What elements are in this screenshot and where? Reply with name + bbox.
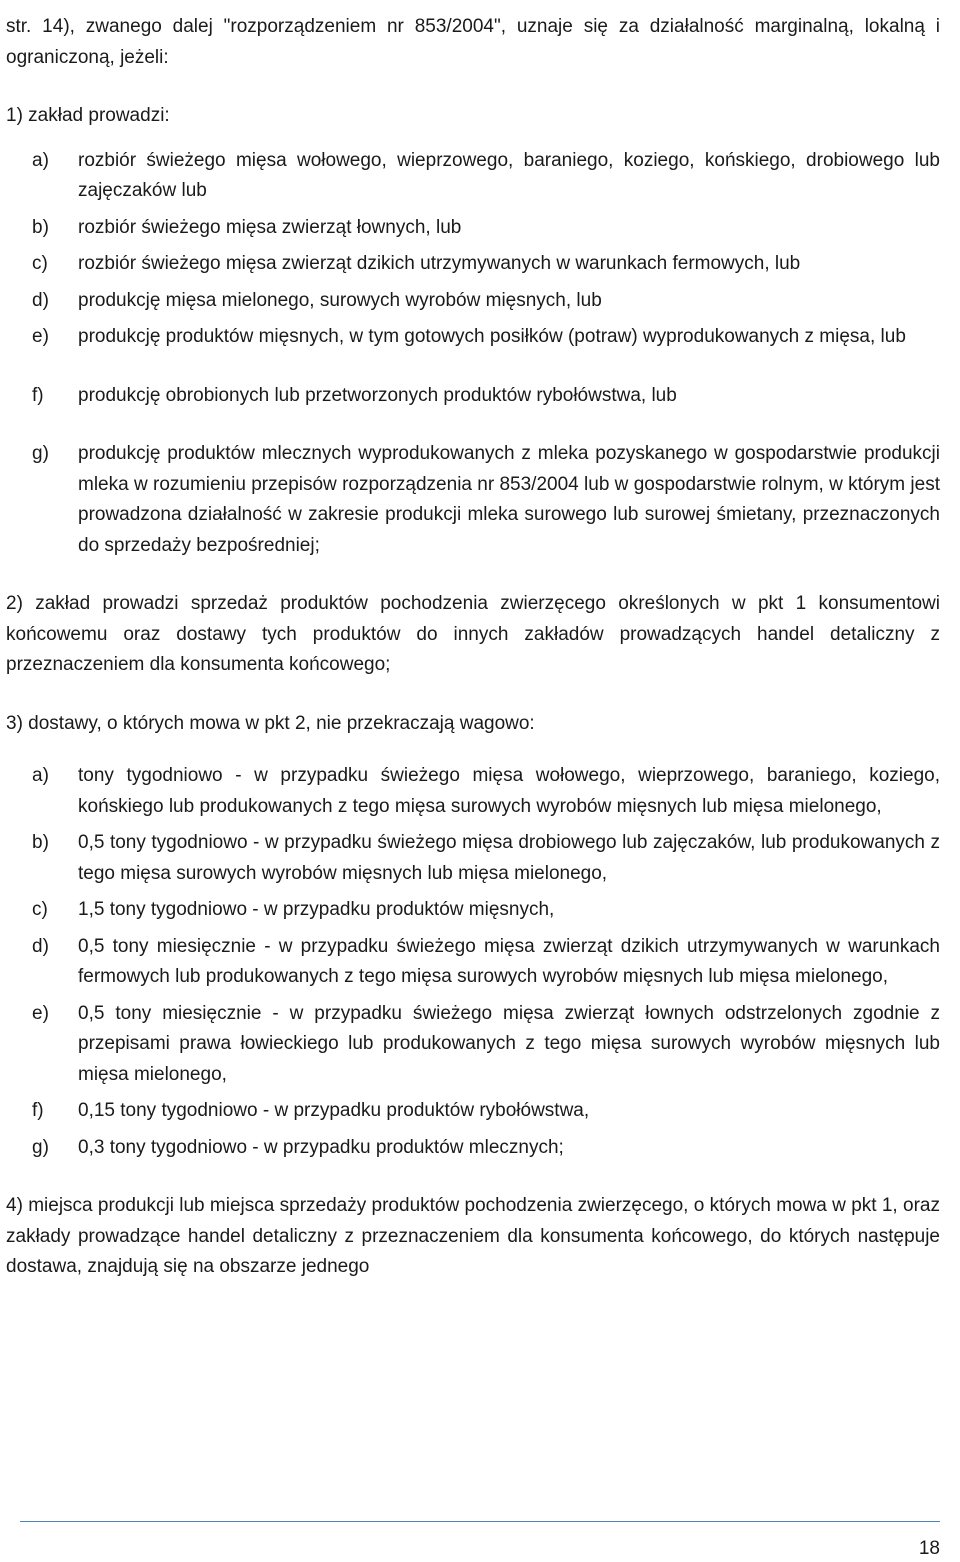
item-label: g) xyxy=(32,443,49,464)
list-item xyxy=(6,932,940,993)
page-number: 18 xyxy=(918,1538,940,1559)
item-text: 0,15 tony tygodniowo - w przypadku produktów rybołówstwa, xyxy=(78,1100,590,1121)
list-item xyxy=(6,439,940,561)
list-item xyxy=(6,381,940,412)
document-body xyxy=(6,12,940,1283)
item-text: 0,5 tony tygodniowo - w przypadku świeżego mięsa drobiowego lub zajęczaków, lub produkowanych z tego mięsa surowych wyrobów mięsnych lub mięsa mielonego, xyxy=(78,832,940,884)
item-label: d) xyxy=(32,935,49,957)
list-item xyxy=(6,249,940,280)
item-text: 0,3 tony tygodniowo - w przypadku produktów mlecznych; xyxy=(78,1136,564,1158)
item-label: f) xyxy=(32,1100,44,1121)
intro-paragraph: str. 14), zwanego dalej "rozporządzeniem nr 853/2004", uznaje się za działalność marginalną, lokalną i ograniczoną, jeżeli: xyxy=(6,16,940,68)
item-text: rozbiór świeżego mięsa zwierząt dzikich utrzymywanych w warunkach fermowych, lub xyxy=(78,253,801,274)
list-item xyxy=(6,1096,940,1127)
item-label: c) xyxy=(32,899,48,920)
list-item xyxy=(6,999,940,1091)
point-4-paragraph: 4) miejsca produkcji lub miejsca sprzedaży produktów pochodzenia zwierzęcego, o których mowa w pkt 1, oraz zakłady prowadzące handel detaliczny z przeznaczeniem dla konsumenta końcowego, do których następuje dostawa, znajdują się na obszarze jednego xyxy=(6,1195,940,1277)
item-label: e) xyxy=(32,1002,49,1024)
item-text: produkcję obrobionych lub przetworzonych produktów rybołówstwa, lub xyxy=(78,384,677,406)
item-label: b) xyxy=(32,832,49,853)
list-item xyxy=(6,828,940,889)
item-text: produkcję produktów mlecznych wyprodukowanych z mleka pozyskanego w gospodarstwie produkcji mleka w rozumieniu przepisów rozporządzenia nr 853/2004 lub w gospodarstwie rolnym, w którym jest prowadzona działalność w zakresie produkcji mleka surowego lub surowej śmietany, przeznaczonych do sprzedaży bezpośredniej; xyxy=(78,443,940,556)
point-2-paragraph: 2) zakład prowadzi sprzedaż produktów pochodzenia zwierzęcego określonych w pkt 1 konsumentowi końcowemu oraz dostawy tych produktów do innych zakładów prowadzących handel detaliczny z przeznaczeniem dla konsumenta końcowego; xyxy=(6,593,940,675)
item-text: tony tygodniowo - w przypadku świeżego mięsa wołowego, wieprzowego, baraniego, koziego, końskiego lub produkowanych z tego mięsa surowych wyrobów mięsnych lub mięsa mielonego, xyxy=(78,765,940,817)
item-text: 0,5 tony miesięcznie - w przypadku świeżego mięsa zwierząt dzikich utrzymywanych w warunkach fermowych lub produkowanych z tego mięsa surowych wyrobów mięsnych lub mięsa mielonego, xyxy=(78,935,940,987)
item-label: d) xyxy=(32,289,49,311)
list-item xyxy=(6,761,940,822)
list-item xyxy=(6,146,940,207)
footer-divider xyxy=(20,1521,940,1522)
item-label: c) xyxy=(32,253,48,274)
item-label: a) xyxy=(32,149,49,171)
list-item xyxy=(6,1133,940,1164)
list-item xyxy=(6,322,940,353)
item-label: g) xyxy=(32,1136,49,1158)
point-3-heading: 3) dostawy, o których mowa w pkt 2, nie przekraczają wagowo: xyxy=(6,712,535,734)
point-1-list xyxy=(6,146,940,562)
point-1-heading: 1) zakład prowadzi: xyxy=(6,105,170,126)
item-text: 1,5 tony tygodniowo - w przypadku produktów mięsnych, xyxy=(78,899,555,920)
list-item xyxy=(6,286,940,317)
item-text: rozbiór świeżego mięsa wołowego, wieprzowego, baraniego, koziego, końskiego, drobiowego lub zajęczaków lub xyxy=(78,149,940,201)
item-text: produkcję produktów mięsnych, w tym gotowych posiłków (potraw) wyprodukowanych z mięsa, lub xyxy=(78,326,906,347)
item-text: 0,5 tony miesięcznie - w przypadku świeżego mięsa zwierząt łownych odstrzelonych zgodnie z przepisami prawa łowieckiego lub produkowanych z tego mięsa surowych wyrobów mięsnych lub mięsa mielonego, xyxy=(78,1002,940,1085)
item-label: b) xyxy=(32,216,49,238)
item-label: f) xyxy=(32,384,44,406)
list-item xyxy=(6,213,940,244)
item-label: e) xyxy=(32,326,49,347)
item-text: rozbiór świeżego mięsa zwierząt łownych, lub xyxy=(78,216,462,238)
item-label: a) xyxy=(32,765,49,786)
list-item xyxy=(6,895,940,926)
item-text: produkcję mięsa mielonego, surowych wyrobów mięsnych, lub xyxy=(78,289,602,311)
point-3-list xyxy=(6,761,940,1163)
